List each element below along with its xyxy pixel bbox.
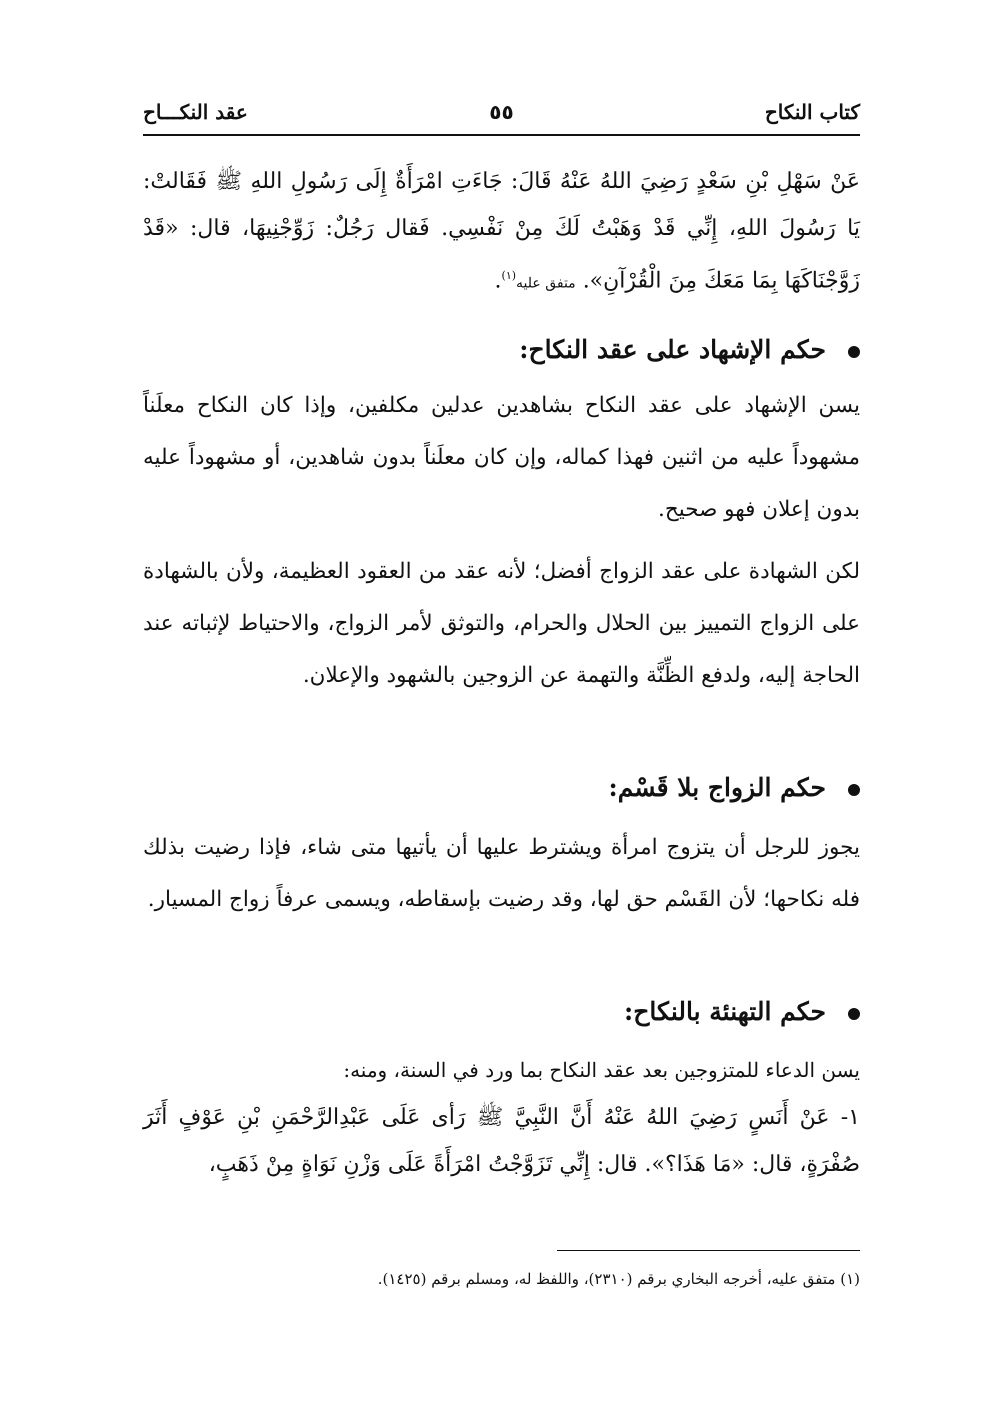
heading-text: حكم التهنئة بالنكاح:	[624, 997, 826, 1026]
footnote-marker: (١)	[501, 269, 517, 282]
paragraph: لكن الشهادة على عقد الزواج أفضل؛ لأنه عقد من العقود العظيمة، ولأن بالشهادة على الزواج التمييز بين الحلال والحرام، والتوثق لأمر الزواج، والاحتياط لإثباته عند الحاجة إليه، ولدفع الظِّنَّة والتهمة عن الزوجين بالشهود والإعلان.	[143, 559, 860, 688]
section-witnessing-body	[143, 380, 860, 702]
bullet-icon	[848, 1008, 860, 1020]
heading-text: حكم الزواج بلا قَسْم:	[608, 773, 826, 802]
hadith-body: عَنْ سَهْلِ بْنِ سَعْدٍ رَضِيَ اللهُ عَنْهُ قَالَ: جَاءَتِ امْرَأَةٌ إِلَى رَسُولِ اللهِ ﷺ فَقَالتْ: يَا رَسُولَ اللهِ، إِنِّي قَدْ وَهَبْتُ لَكَ مِنْ نَفْسِي. فَقال رَجُلٌ: زَوِّجْنِيهَا، قال: «قَدْ زَوَّجْنَاكَهَا بِمَا مَعَكَ مِنَ الْقُرْآنِ».	[143, 169, 860, 294]
hadith-period: .	[494, 268, 502, 294]
hadith-text	[143, 158, 860, 307]
paragraph: يسن الإشهاد على عقد النكاح بشاهدين عدلين مكلفين، وإذا كان النكاح معلَناً مشهوداً عليه من اثنين فهذا كماله، وإن كان معلَناً بدون شاهدين، أو مشهوداً عليه بدون إعلان فهو صحيح.	[143, 393, 860, 522]
bullet-icon	[848, 784, 860, 796]
paragraph: يسن الدعاء للمتزوجين بعد عقد النكاح بما ورد في السنة، ومنه:	[343, 1058, 860, 1082]
header-chapter-title: عقد النكـــاح	[143, 100, 248, 124]
footnote: (١) متفق عليه، أخرجه البخاري برقم (٢٣١٠)، واللفظ له، ومسلم برقم (١٤٢٥).	[377, 1270, 860, 1288]
page-number: ٥٥	[489, 100, 514, 124]
section-heading-witnessing	[143, 330, 860, 370]
section-no-division-body	[143, 822, 860, 926]
bullet-icon	[848, 346, 860, 358]
running-header	[143, 100, 860, 132]
hadith-reference: متفق عليه	[516, 275, 576, 292]
header-divider	[143, 134, 860, 136]
header-book-title: كتاب النكاح	[764, 100, 860, 124]
heading-text: حكم الإشهاد على عقد النكاح:	[519, 335, 826, 364]
paragraph: يجوز للرجل أن يتزوج امرأة ويشترط عليها أن يأتيها متى شاء، فإذا رضيت بذلك فله نكاحها؛ لأن القَسْم حق لها، وقد رضيت بإسقاطه، ويسمى عرفاً زواج المسيار.	[143, 835, 860, 912]
hadith-list-item: ١- عَنْ أَنَسٍ رَضِيَ اللهُ عَنْهُ أَنَّ النَّبِيَّ ﷺ رَأى عَلَى عَبْدِالرَّحْمَنِ بْنِ عَوْفٍ أَثَرَ صُفْرَةٍ، قال: «مَا هَذَا؟». قال: إِنِّي تَزَوَّجْتُ امْرَأَةً عَلَى وَزْنِ نَوَاةٍ مِنْ ذَهَبٍ،	[143, 1105, 860, 1177]
section-congratulation-body	[143, 1046, 860, 1188]
section-heading-no-division	[143, 768, 860, 808]
hadith-sahl	[143, 158, 860, 307]
footnote-divider	[557, 1250, 860, 1251]
section-heading-congratulation	[143, 992, 860, 1032]
